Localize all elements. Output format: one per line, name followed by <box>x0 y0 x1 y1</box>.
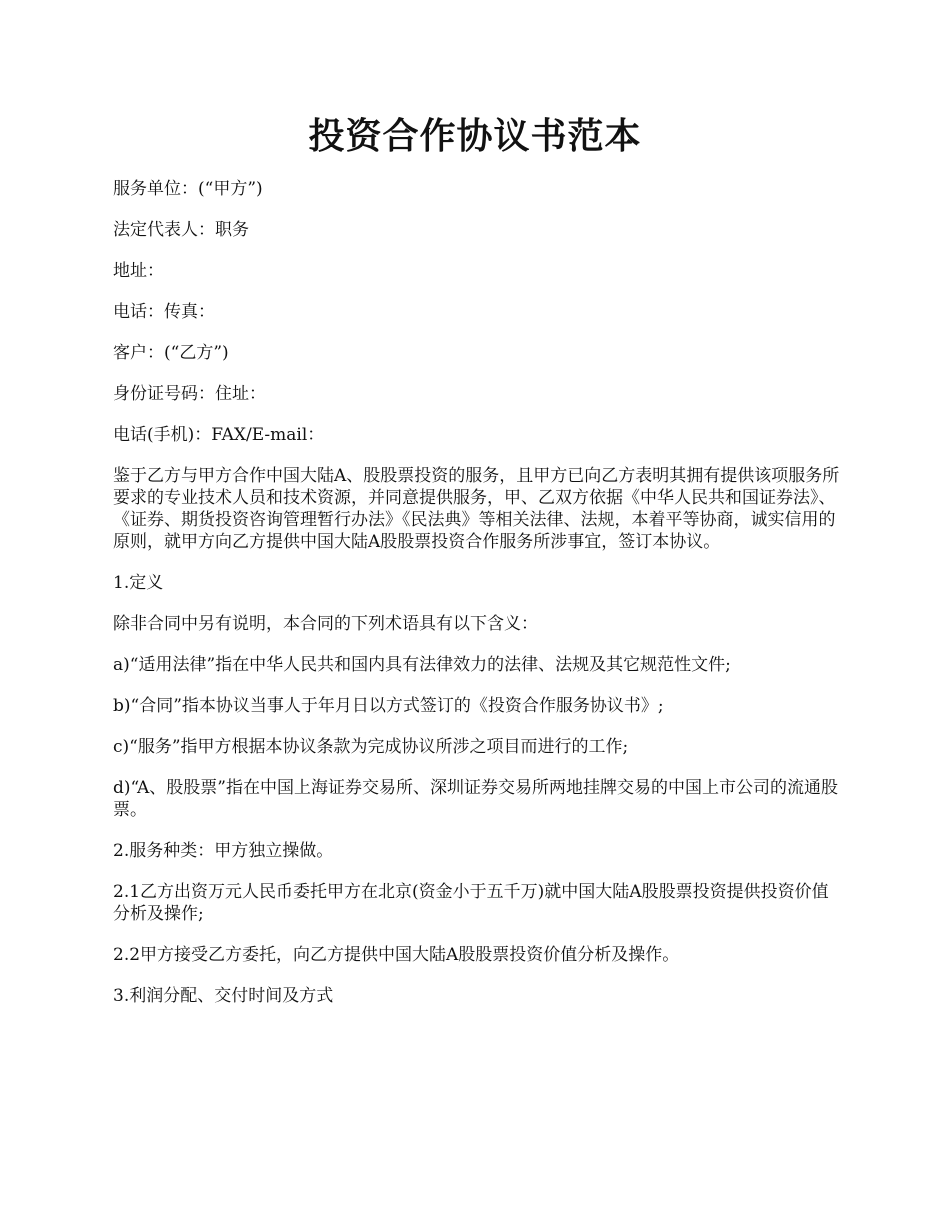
party-a-legal-representative: 法定代表人：职务 <box>113 220 249 240</box>
party-a-service-unit: 服务单位：(“甲方”) <box>113 179 263 199</box>
definition-applicable-law: a)“适用法律”指在中华人民共和国内具有法律效力的法律、法规及其它规范性文件; <box>113 655 731 675</box>
section-heading-profit-distribution: 3.利润分配、交付时间及方式 <box>113 986 334 1006</box>
clause-2-2: 2.2甲方接受乙方委托，向乙方提供中国大陆A股股票投资价值分析及操作。 <box>113 945 680 965</box>
section-heading-definitions: 1.定义 <box>113 573 164 593</box>
definition-a-shares: d)“A、股股票”指在中国上海证券交易所、深圳证券交易所两地挂牌交易的中国上市公司的流通股票。 <box>113 778 838 820</box>
document-body <box>113 178 841 1026</box>
party-b-id-address: 身份证号码：住址： <box>113 384 266 404</box>
party-b-phone-fax-email: 电话(手机)：FAX/E-mail： <box>113 425 325 445</box>
preamble-paragraph: 鉴于乙方与甲方合作中国大陆A、股股票投资的服务，且甲方已向乙方表明其拥有提供该项服务所要求的专业技术人员和技术资源，并同意提供服务，甲、乙双方依据《中华人民共和国证券法》、《证券、期货投资咨询管理暂行办法》《民法典》等相关法律、法规，本着平等协商，诚实信用的原则，就甲方向乙方提供中国大陆A股股票投资合作服务所涉事宜，签订本协议。 <box>113 466 840 552</box>
definitions-intro: 除非合同中另有说明，本合同的下列术语具有以下含义： <box>113 614 538 634</box>
section-heading-service-types: 2.服务种类：甲方独立操做。 <box>113 841 334 861</box>
definition-contract: b)“合同”指本协议当事人于年月日以方式签订的《投资合作服务协议书》; <box>113 696 664 716</box>
party-a-phone-fax: 电话：传真： <box>113 302 215 322</box>
document-title: 投资合作协议书范本 <box>308 115 642 157</box>
clause-2-1: 2.1乙方出资万元人民币委托甲方在北京(资金小于五千万)就中国大陆A股股票投资提供投资价值分析及操作; <box>113 882 829 924</box>
definition-service: c)“服务”指甲方根据本协议条款为完成协议所涉之项目而进行的工作; <box>113 737 629 757</box>
party-a-address: 地址： <box>113 261 164 281</box>
party-b-client: 客户：(“乙方”) <box>113 343 229 363</box>
